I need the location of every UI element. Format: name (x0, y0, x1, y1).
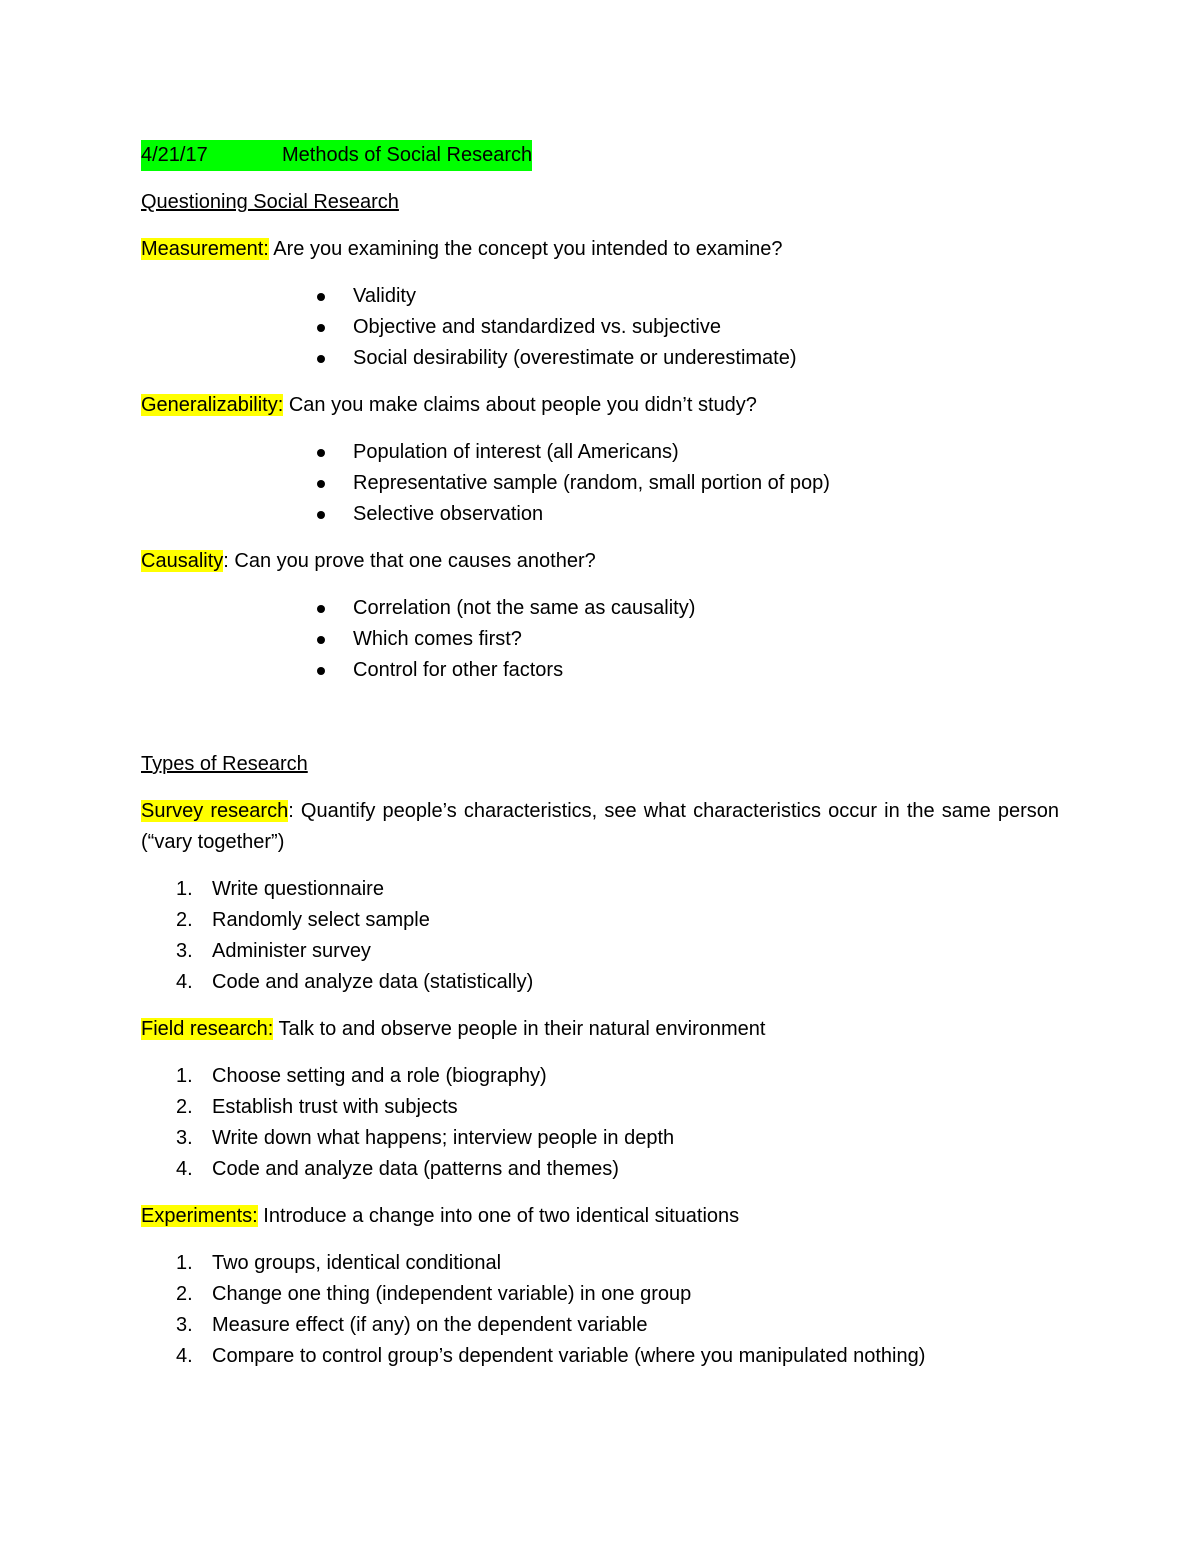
bullet-icon (317, 511, 325, 519)
generalizability-paragraph (141, 390, 1059, 421)
list-item-text: Social desirability (overestimate or underestimate) (353, 347, 797, 369)
bullet-icon (317, 636, 325, 644)
field-paragraph (141, 1014, 1059, 1045)
measurement-paragraph (141, 234, 1059, 265)
list-item (141, 1310, 1059, 1341)
generalizability-bullets (141, 437, 1059, 530)
causality-text: : Can you prove that one causes another? (223, 550, 596, 572)
survey-steps (141, 874, 1059, 998)
list-item-text: Code and analyze data (statistically) (212, 971, 534, 993)
experiments-text: Introduce a change into one of two identical situations (257, 1205, 740, 1227)
section-heading-questioning: Questioning Social Research (141, 191, 399, 213)
list-number: 1. (176, 878, 193, 900)
survey-term: Survey research (141, 800, 289, 822)
list-item-text: Control for other factors (353, 659, 564, 681)
title-highlight (141, 140, 532, 171)
list-item-text: Choose setting and a role (biography) (212, 1065, 547, 1087)
list-item-text: Objective and standardized vs. subjective (353, 316, 721, 338)
list-item (141, 936, 1059, 967)
list-number: 3. (176, 940, 193, 962)
list-item (141, 905, 1059, 936)
document-title-line (141, 140, 1059, 171)
section-spacer (141, 702, 1059, 749)
field-term: Field research: (141, 1018, 274, 1040)
list-item-text: Representative sample (random, small portion of pop) (353, 472, 830, 494)
list-item (141, 281, 1059, 312)
list-item-text: Code and analyze data (patterns and themes) (212, 1158, 619, 1180)
list-number: 1. (176, 1252, 193, 1274)
list-item (141, 1123, 1059, 1154)
list-item (141, 437, 1059, 468)
section-heading-types: Types of Research (141, 753, 308, 775)
list-item-text: Write questionnaire (212, 878, 384, 900)
list-item-text: Which comes first? (353, 628, 522, 650)
list-item-text: Write down what happens; interview people in depth (212, 1127, 675, 1149)
list-item (141, 312, 1059, 343)
measurement-text: Are you examining the concept you intended to examine? (268, 238, 783, 260)
list-number: 2. (176, 1096, 193, 1118)
list-item-text: Establish trust with subjects (212, 1096, 458, 1118)
list-number: 1. (176, 1065, 193, 1087)
experiments-steps (141, 1248, 1059, 1372)
bullet-icon (317, 324, 325, 332)
list-number: 4. (176, 1345, 193, 1367)
causality-bullets (141, 593, 1059, 686)
bullet-icon (317, 293, 325, 301)
list-number: 2. (176, 909, 193, 931)
list-item (141, 1092, 1059, 1123)
list-item (141, 624, 1059, 655)
lecture-date: 4/21/17 (141, 144, 208, 166)
bullet-icon (317, 480, 325, 488)
list-item-text: Administer survey (212, 940, 371, 962)
list-number: 3. (176, 1127, 193, 1149)
generalizability-text: Can you make claims about people you didn’t study? (283, 394, 757, 416)
causality-term: Causality (141, 550, 224, 572)
field-steps (141, 1061, 1059, 1185)
measurement-bullets (141, 281, 1059, 374)
list-item-text: Population of interest (all Americans) (353, 441, 679, 463)
lecture-title: Methods of Social Research (282, 144, 533, 166)
bullet-icon (317, 667, 325, 675)
list-item-text: Two groups, identical conditional (212, 1252, 502, 1274)
list-number: 3. (176, 1314, 193, 1336)
list-item-text: Validity (353, 285, 416, 307)
list-item-text: Change one thing (independent variable) in one group (212, 1283, 692, 1305)
field-text: Talk to and observe people in their natural environment (273, 1018, 766, 1040)
experiments-term: Experiments: (141, 1205, 258, 1227)
generalizability-term: Generalizability: (141, 394, 284, 416)
list-item-text: Selective observation (353, 503, 544, 525)
survey-text: : Quantify people’s characteristics, see what characteristics occur in the same person (“vary together”) (141, 800, 1060, 853)
list-item-text: Randomly select sample (212, 909, 430, 931)
list-number: 4. (176, 1158, 193, 1180)
measurement-term: Measurement: (141, 238, 269, 260)
survey-paragraph (141, 796, 1059, 858)
list-item (141, 1061, 1059, 1092)
bullet-icon (317, 449, 325, 457)
bullet-icon (317, 605, 325, 613)
list-number: 2. (176, 1283, 193, 1305)
list-item (141, 499, 1059, 530)
bullet-icon (317, 355, 325, 363)
list-item (141, 655, 1059, 686)
causality-paragraph (141, 546, 1059, 577)
list-item (141, 1154, 1059, 1185)
list-item-text: Compare to control group’s dependent variable (where you manipulated nothing) (212, 1345, 926, 1367)
list-item-text: Measure effect (if any) on the dependent variable (212, 1314, 648, 1336)
list-item (141, 593, 1059, 624)
list-number: 4. (176, 971, 193, 993)
experiments-paragraph (141, 1201, 1059, 1232)
list-item (141, 1248, 1059, 1279)
list-item-text: Correlation (not the same as causality) (353, 597, 696, 619)
list-item (141, 1279, 1059, 1310)
list-item (141, 468, 1059, 499)
list-item (141, 343, 1059, 374)
list-item (141, 1341, 1059, 1372)
list-item (141, 874, 1059, 905)
list-item (141, 967, 1059, 998)
document-page (141, 140, 1059, 1388)
